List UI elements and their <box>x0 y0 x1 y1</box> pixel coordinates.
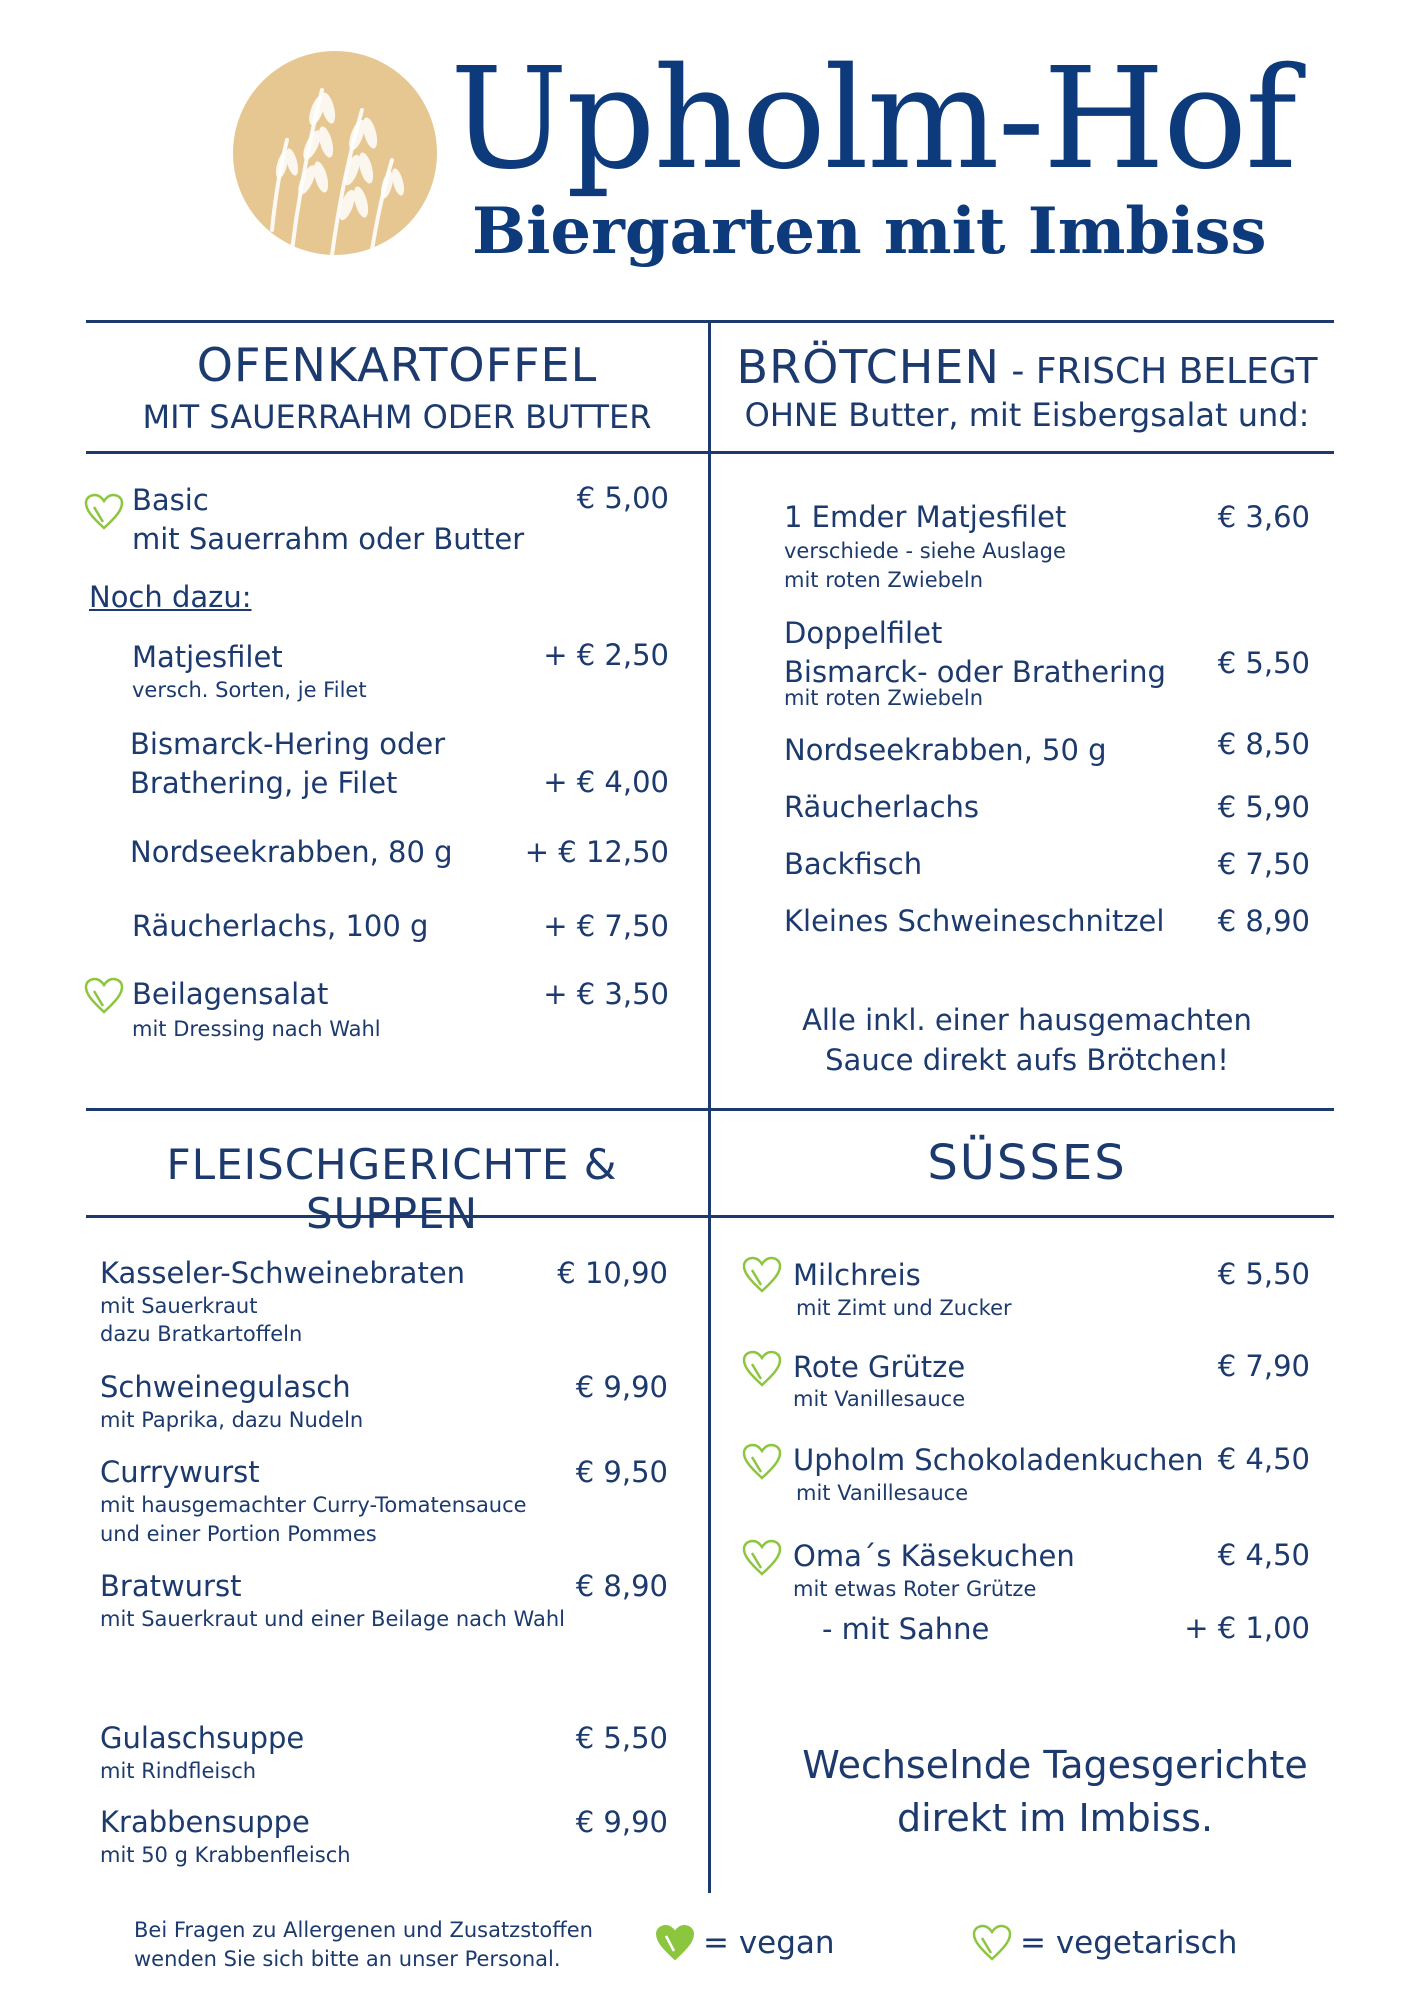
ofen-basic-name: Basic <box>132 483 209 517</box>
broetchen-item-doppel-name2: Bismarck- oder Brathering <box>784 655 1166 689</box>
vegetarian-heart-icon <box>742 1350 782 1388</box>
broetchen-item-doppel-price: € 5,50 <box>1217 646 1310 680</box>
fleisch-item-kasseler-name: Kasseler-Schweinebraten <box>100 1256 466 1290</box>
fleisch-item-gulasch-price: € 9,90 <box>575 1370 668 1404</box>
broetchen-item-krabben-price: € 8,50 <box>1217 727 1310 761</box>
ofen-item-bismarck-price: + € 4,00 <box>543 765 669 799</box>
fleisch-item-gulaschsuppe-name: Gulaschsuppe <box>100 1721 305 1755</box>
ofen-item-bismarck-name2: Brathering, je Filet <box>130 766 398 800</box>
suesses-item-milchreis-price: € 5,50 <box>1217 1257 1310 1291</box>
ofen-item-matjes-name: Matjesfilet <box>132 640 283 674</box>
broetchen-item-matjes-sub2: mit roten Zwiebeln <box>784 568 984 592</box>
vegetarian-heart-icon <box>972 1924 1012 1962</box>
broetchen-item-doppel-sub: mit roten Zwiebeln <box>784 686 984 710</box>
broetchen-title-suffix: - FRISCH BELEGT <box>999 351 1318 392</box>
fleisch-item-kasseler-price: € 10,90 <box>557 1256 668 1290</box>
fleisch-item-gulasch-sub1: mit Paprika, dazu Nudeln <box>100 1408 364 1432</box>
ofen-title: OFENKARTOFFEL <box>196 338 598 392</box>
suesses-item-schokokuchen-price: € 4,50 <box>1217 1442 1310 1476</box>
broetchen-note-line2: Sauce direkt aufs Brötchen! <box>825 1043 1229 1077</box>
fleisch-item-krabbensuppe-price: € 9,90 <box>575 1805 668 1839</box>
fleisch-item-krabbensuppe-sub1: mit 50 g Krabbenfleisch <box>100 1843 351 1867</box>
suesses-extra-sahne-name: - mit Sahne <box>822 1612 990 1646</box>
broetchen-item-matjes-price: € 3,60 <box>1217 500 1310 534</box>
ofen-subtitle: MIT SAUERRAHM ODER BUTTER <box>142 398 652 436</box>
allergen-note-line2: wenden Sie sich bitte an unser Personal. <box>134 1947 561 1971</box>
suesses-item-gruetze-price: € 7,90 <box>1217 1349 1310 1383</box>
legend-vegan-label: = vegan <box>703 1925 835 1961</box>
suesses-item-schokokuchen-name: Upholm Schokoladenkuchen <box>793 1443 1204 1477</box>
fleisch-item-currywurst-sub1: mit hausgemachter Curry-Tomatensauce <box>100 1493 527 1517</box>
ofen-item-bismarck-name1: Bismarck-Hering oder <box>130 727 446 761</box>
broetchen-item-lachs-price: € 5,90 <box>1217 790 1310 824</box>
suesses-extra-sahne-price: + € 1,00 <box>1184 1611 1310 1645</box>
vegetarian-heart-icon <box>84 977 124 1015</box>
ofen-basic-sub: mit Sauerrahm oder Butter <box>132 522 525 556</box>
ofen-item-salat-price: + € 3,50 <box>543 977 669 1011</box>
vegan-heart-icon <box>655 1924 695 1962</box>
fleisch-item-gulasch-name: Schweinegulasch <box>100 1370 351 1404</box>
fleisch-item-kasseler-sub2: dazu Bratkartoffeln <box>100 1322 303 1346</box>
ofen-basic-price: € 5,00 <box>576 481 669 515</box>
broetchen-item-backfisch-name: Backfisch <box>784 847 923 881</box>
suesses-title: SÜSSES <box>927 1135 1127 1191</box>
ofen-extra-label: Noch dazu: <box>89 580 252 614</box>
suesses-item-kaesekuchen-name: Oma´s Käsekuchen <box>793 1539 1075 1573</box>
suesses-item-schokokuchen-sub: mit Vanillesauce <box>796 1481 969 1505</box>
fleisch-item-currywurst-price: € 9,50 <box>575 1455 668 1489</box>
fleisch-item-bratwurst-price: € 8,90 <box>575 1569 668 1603</box>
wheat-logo <box>232 50 438 256</box>
daily-specials-line2: direkt im Imbiss. <box>896 1796 1214 1840</box>
ofen-item-matjes-price: + € 2,50 <box>543 638 669 672</box>
suesses-item-kaesekuchen-price: € 4,50 <box>1217 1538 1310 1572</box>
vegetarian-heart-icon <box>742 1539 782 1577</box>
suesses-item-gruetze-name: Rote Grütze <box>793 1350 966 1384</box>
broetchen-item-matjes-sub1: verschiede - siehe Auslage <box>784 539 1066 563</box>
broetchen-subtitle: OHNE Butter, mit Eisbergsalat und: <box>744 396 1310 434</box>
broetchen-item-doppel-name1: Doppelfilet <box>784 616 943 650</box>
suesses-item-gruetze-sub: mit Vanillesauce <box>793 1387 966 1411</box>
fleisch-item-krabbensuppe-name: Krabbensuppe <box>100 1805 310 1839</box>
suesses-item-kaesekuchen-sub: mit etwas Roter Grütze <box>793 1577 1037 1601</box>
ofen-item-matjes-sub: versch. Sorten, je Filet <box>132 678 367 702</box>
broetchen-item-matjes-name: 1 Emder Matjesfilet <box>784 500 1067 534</box>
broetchen-title-main: BRÖTCHEN <box>736 340 1000 394</box>
fleisch-item-kasseler-sub1: mit Sauerkraut <box>100 1294 258 1318</box>
restaurant-subtitle: Biergarten mit Imbiss <box>472 194 1267 269</box>
allergen-note-line1: Bei Fragen zu Allergenen und Zusatzstoffen <box>134 1918 593 1942</box>
vegetarian-heart-icon <box>84 493 124 531</box>
fleisch-item-gulaschsuppe-price: € 5,50 <box>575 1721 668 1755</box>
broetchen-item-lachs-name: Räucherlachs <box>784 790 980 824</box>
broetchen-item-krabben-name: Nordseekrabben, 50 g <box>784 733 1107 767</box>
broetchen-title <box>711 340 1343 394</box>
broetchen-item-schnitzel-price: € 8,90 <box>1217 904 1310 938</box>
ofen-item-salat-name: Beilagensalat <box>132 977 329 1011</box>
fleisch-item-currywurst-sub2: und einer Portion Pommes <box>100 1522 377 1546</box>
broetchen-item-backfisch-price: € 7,50 <box>1217 847 1310 881</box>
vegetarian-heart-icon <box>742 1443 782 1481</box>
fleisch-title: FLEISCHGERICHTE & SUPPEN <box>166 1140 618 1238</box>
ofen-item-krabben-name: Nordseekrabben, 80 g <box>130 835 453 869</box>
daily-specials-line1: Wechselnde Tagesgerichte <box>802 1743 1308 1787</box>
restaurant-title: Upholm-Hof <box>450 38 1296 201</box>
fleisch-item-currywurst-name: Currywurst <box>100 1455 260 1489</box>
fleisch-item-bratwurst-name: Bratwurst <box>100 1569 242 1603</box>
ofen-item-lachs-price: + € 7,50 <box>543 909 669 943</box>
broetchen-note-line1: Alle inkl. einer hausgemachten <box>802 1003 1252 1037</box>
vegetarian-heart-icon <box>742 1256 782 1294</box>
divider-vertical <box>708 320 711 1893</box>
ofen-item-salat-sub: mit Dressing nach Wahl <box>132 1017 381 1041</box>
fleisch-item-gulaschsuppe-sub1: mit Rindfleisch <box>100 1759 257 1783</box>
suesses-item-milchreis-name: Milchreis <box>793 1258 921 1292</box>
ofen-item-krabben-price: + € 12,50 <box>524 835 669 869</box>
legend-vegetarian-label: = vegetarisch <box>1020 1925 1238 1961</box>
ofen-item-lachs-name: Räucherlachs, 100 g <box>132 909 429 943</box>
broetchen-item-schnitzel-name: Kleines Schweineschnitzel <box>784 904 1165 938</box>
suesses-item-milchreis-sub: mit Zimt und Zucker <box>796 1296 1012 1320</box>
fleisch-item-bratwurst-sub1: mit Sauerkraut und einer Beilage nach Wahl <box>100 1607 565 1631</box>
